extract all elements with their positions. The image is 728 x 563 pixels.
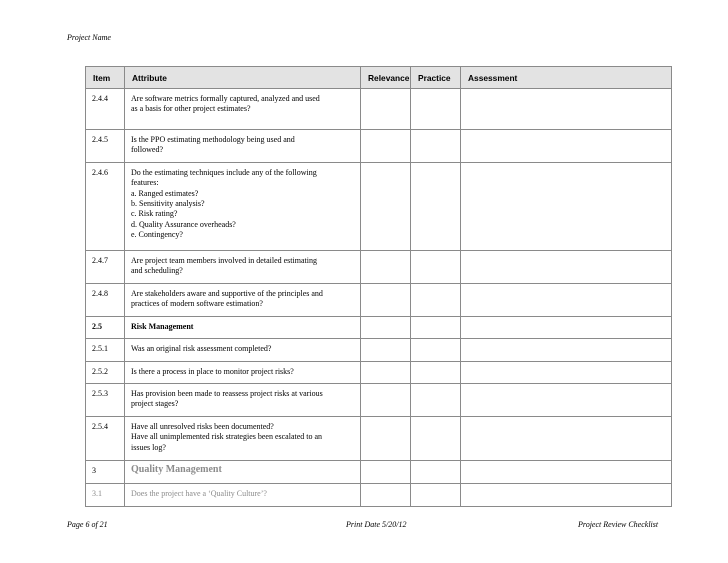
item-number: 3.1 (92, 489, 102, 499)
assessment-cell[interactable] (461, 316, 672, 338)
column-header-attribute: Attribute (125, 67, 361, 89)
practice-cell[interactable] (411, 417, 461, 461)
attribute-line: Are stakeholders aware and supportive of the principles and (131, 288, 323, 298)
attribute-line: Is there a process in place to monitor project risks? (131, 366, 294, 376)
project-name-header: Project Name (67, 33, 111, 42)
column-header-practice: Practice (411, 67, 461, 89)
section-row-risk-management (86, 316, 672, 338)
relevance-cell[interactable] (361, 461, 411, 484)
attribute-line: d. Quality Assurance overheads? (131, 219, 236, 229)
table-row (86, 361, 672, 383)
relevance-cell[interactable] (361, 384, 411, 417)
document-title: Project Review Checklist (578, 520, 659, 529)
item-number: 2.4.4 (92, 94, 108, 103)
table-row (86, 417, 672, 461)
relevance-cell[interactable] (361, 250, 411, 283)
attribute-line: c. Risk rating? (131, 209, 178, 219)
review-checklist-table (85, 66, 672, 507)
practice-cell[interactable] (411, 283, 461, 316)
assessment-cell[interactable] (461, 250, 672, 283)
attribute-line: Have all unresolved risks been documented? (131, 422, 274, 432)
section-row-quality-management (86, 461, 672, 484)
practice-cell[interactable] (411, 461, 461, 484)
attribute-line: followed? (131, 145, 163, 155)
assessment-cell[interactable] (461, 89, 672, 130)
attribute-line: a. Ranged estimates? (131, 188, 199, 198)
section-title: Quality Management (131, 464, 222, 476)
practice-cell[interactable] (411, 89, 461, 130)
attribute-line: Was an original risk assessment completed? (131, 344, 272, 354)
item-number: 2.4.8 (92, 288, 108, 298)
attribute-line: Is the PPO estimating methodology being used and (131, 135, 295, 144)
relevance-cell[interactable] (361, 89, 411, 130)
table-row (86, 283, 672, 316)
relevance-cell[interactable] (361, 130, 411, 163)
assessment-cell[interactable] (461, 417, 672, 461)
attribute-line: practices of modern software estimation? (131, 299, 263, 309)
assessment-cell[interactable] (461, 130, 672, 163)
assessment-cell[interactable] (461, 461, 672, 484)
item-number: 2.5.3 (92, 389, 108, 399)
attribute-line: features: (131, 178, 159, 188)
assessment-cell[interactable] (461, 384, 672, 417)
table-row (86, 162, 672, 250)
practice-cell[interactable] (411, 384, 461, 417)
assessment-cell[interactable] (461, 339, 672, 361)
attribute-line: project stages? (131, 399, 179, 409)
table-row (86, 484, 672, 507)
attribute-line: Are project team members involved in detailed estimating (131, 255, 317, 265)
practice-cell[interactable] (411, 484, 461, 507)
attribute-line: as a basis for other project estimates? (131, 104, 251, 114)
item-number: 2.5.4 (92, 422, 108, 432)
table-body (86, 89, 672, 507)
item-number: 2.4.6 (92, 167, 108, 177)
practice-cell[interactable] (411, 361, 461, 383)
relevance-cell[interactable] (361, 316, 411, 338)
item-number: 2.5.2 (92, 366, 108, 376)
table-row (86, 130, 672, 163)
assessment-cell[interactable] (461, 283, 672, 316)
page-number: Page 6 of 21 (67, 520, 108, 529)
attribute-line: and scheduling? (131, 266, 183, 276)
practice-cell[interactable] (411, 250, 461, 283)
item-number: 2.5.1 (92, 344, 108, 354)
table-header-row (86, 67, 672, 89)
section-number: 3 (92, 466, 96, 476)
relevance-cell[interactable] (361, 162, 411, 250)
section-title: Risk Management (131, 321, 194, 331)
assessment-cell[interactable] (461, 162, 672, 250)
attribute-line: issues log? (131, 442, 166, 452)
assessment-cell[interactable] (461, 361, 672, 383)
table-row (86, 384, 672, 417)
column-header-assessment: Assessment (461, 67, 672, 89)
column-header-item: Item (86, 67, 125, 89)
attribute-line: Do the estimating techniques include any of the following (131, 167, 317, 177)
column-header-relevance: Relevance (361, 67, 411, 89)
attribute-line: Are software metrics formally captured, analyzed and used (131, 94, 320, 103)
practice-cell[interactable] (411, 339, 461, 361)
attribute-line: Does the project have a ‘Quality Culture’? (131, 489, 267, 499)
item-number: 2.4.5 (92, 135, 108, 144)
practice-cell[interactable] (411, 162, 461, 250)
attribute-line: e. Contingency? (131, 230, 183, 240)
relevance-cell[interactable] (361, 361, 411, 383)
attribute-line: Have all unimplemented risk strategies been escalated to an (131, 432, 323, 442)
attribute-line: Has provision been made to reassess project risks at various (131, 389, 323, 399)
relevance-cell[interactable] (361, 417, 411, 461)
print-date: Print Date 5/20/12 (346, 520, 407, 529)
relevance-cell[interactable] (361, 484, 411, 507)
relevance-cell[interactable] (361, 283, 411, 316)
table-row (86, 250, 672, 283)
table-row (86, 339, 672, 361)
table-row (86, 89, 672, 130)
attribute-line: b. Sensitivity analysis? (131, 199, 205, 209)
practice-cell[interactable] (411, 316, 461, 338)
practice-cell[interactable] (411, 130, 461, 163)
item-number: 2.4.7 (92, 255, 108, 265)
assessment-cell[interactable] (461, 484, 672, 507)
relevance-cell[interactable] (361, 339, 411, 361)
section-number: 2.5 (92, 321, 102, 331)
